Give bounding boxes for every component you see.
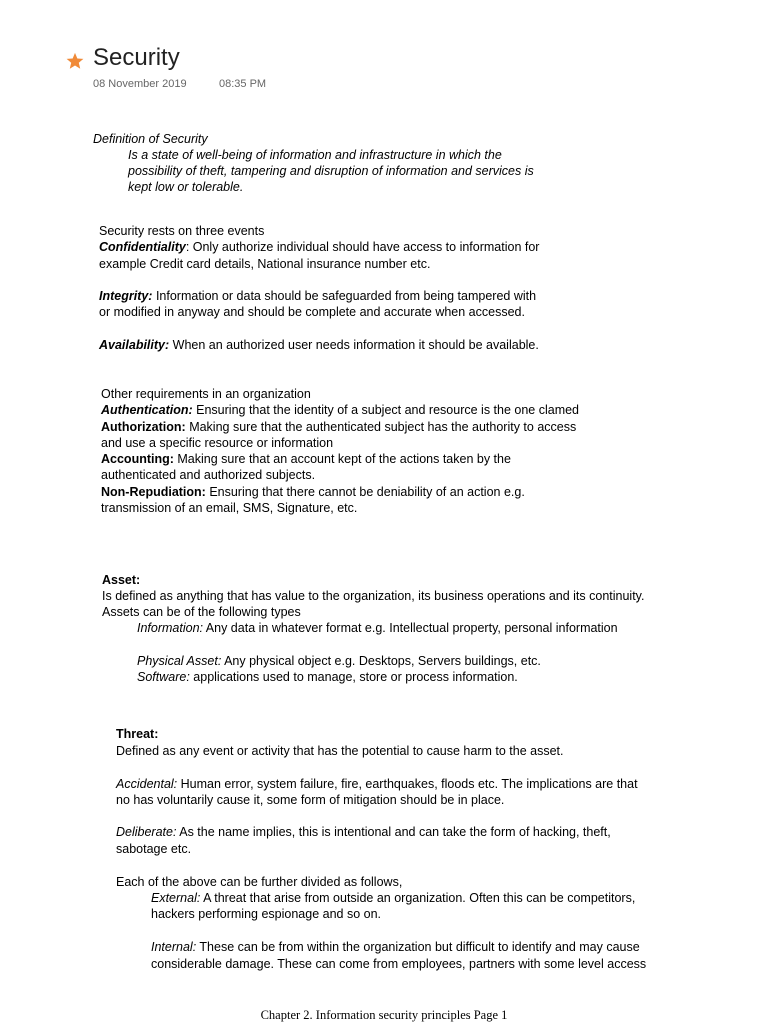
term: Non-Repudiation:	[101, 485, 206, 499]
description: As the name implies, this is intentional and can take the form of hacking, theft,	[176, 825, 611, 839]
term: Physical Asset:	[137, 654, 222, 668]
non-repudiation-item	[101, 484, 525, 500]
page-footer: Chapter 2. Information security principles Page 1	[260, 1008, 508, 1022]
description: When an authorized user needs information it should be available.	[169, 338, 539, 352]
term: External:	[151, 891, 201, 905]
star-icon[interactable]	[66, 52, 84, 70]
description: Ensuring that there cannot be deniability of an action e.g.	[205, 485, 525, 499]
description: applications used to manage, store or process information.	[189, 670, 518, 684]
description: Information or data should be safeguarded from being tampered with	[152, 289, 537, 303]
description: These can be from within the organization but difficult to identify and may cause	[196, 940, 640, 954]
term: Authentication:	[101, 403, 193, 417]
authorization-item	[101, 419, 576, 435]
asset-heading: Asset:	[102, 573, 141, 587]
integrity-cont: or modified in anyway and should be complete and accurate when accessed.	[99, 305, 525, 319]
threat-accidental	[116, 776, 638, 792]
integrity-item	[99, 288, 536, 304]
note-time: 08:35 PM	[219, 78, 267, 90]
confidentiality-item	[99, 239, 539, 255]
term: Internal:	[151, 940, 197, 954]
description: Making sure that the authenticated subject has the authority to access	[185, 420, 577, 434]
term: Information:	[137, 621, 204, 635]
description: Human error, system failure, fire, earthquakes, floods etc. The implications are that	[177, 777, 638, 791]
note-date: 08 November 2019	[93, 78, 187, 90]
definition-heading: Definition of Security	[93, 132, 208, 146]
threat-deliberate	[116, 824, 611, 840]
accounting-item	[101, 451, 511, 467]
definition-line: possibility of theft, tampering and disruption of information and services is	[128, 164, 534, 178]
term: Software:	[137, 670, 190, 684]
threat-divided: Each of the above can be further divided as follows,	[116, 875, 403, 889]
asset-definition: Is defined as anything that has value to the organization, its business operations and its continuity.	[102, 589, 645, 603]
asset-information	[137, 620, 618, 636]
description: Any data in whatever format e.g. Intellectual property, personal information	[203, 621, 618, 635]
threat-heading: Threat:	[116, 727, 159, 741]
description: Ensuring that the identity of a subject and resource is the one clamed	[192, 403, 580, 417]
events-intro: Security rests on three events	[99, 224, 265, 238]
asset-software	[137, 669, 518, 685]
term: Confidentiality	[99, 240, 186, 254]
term: Accidental:	[116, 777, 178, 791]
term: Accounting:	[101, 452, 174, 466]
description: : Only authorize individual should have access to information for	[185, 240, 540, 254]
threat-external-cont: hackers performing espionage and so on.	[151, 907, 382, 921]
description: Making sure that an account kept of the actions taken by the	[173, 452, 511, 466]
description: Any physical object e.g. Desktops, Servers buildings, etc.	[221, 654, 541, 668]
confidentiality-cont: example Credit card details, National insurance number etc.	[99, 257, 431, 271]
threat-internal-cont: considerable damage. These can come from employees, partners with some level access	[151, 957, 647, 971]
definition-line: kept low or tolerable.	[128, 180, 244, 194]
threat-deliberate-cont: sabotage etc.	[116, 842, 192, 856]
definition-line: Is a state of well-being of information and infrastructure in which the	[128, 148, 502, 162]
note-title: Security	[93, 44, 180, 71]
term: Authorization:	[101, 420, 186, 434]
non-repudiation-cont: transmission of an email, SMS, Signature, etc.	[101, 501, 358, 515]
requirements-intro: Other requirements in an organization	[101, 387, 311, 401]
term: Deliberate:	[116, 825, 177, 839]
authentication-item	[101, 402, 579, 418]
authorization-cont: and use a specific resource or information	[101, 436, 334, 450]
threat-definition: Defined as any event or activity that has the potential to cause harm to the asset.	[116, 744, 564, 758]
threat-internal	[151, 939, 640, 955]
accounting-cont: authenticated and authorized subjects.	[101, 468, 316, 482]
description: A threat that arise from outside an organization. Often this can be competitors,	[200, 891, 636, 905]
term: Integrity:	[99, 289, 153, 303]
asset-types-intro: Assets can be of the following types	[102, 605, 301, 619]
term: Availability:	[99, 338, 170, 352]
asset-physical	[137, 653, 541, 669]
threat-external	[151, 890, 635, 906]
availability-item	[99, 337, 539, 353]
threat-accidental-cont: no has voluntarily cause it, some form of mitigation should be in place.	[116, 793, 505, 807]
